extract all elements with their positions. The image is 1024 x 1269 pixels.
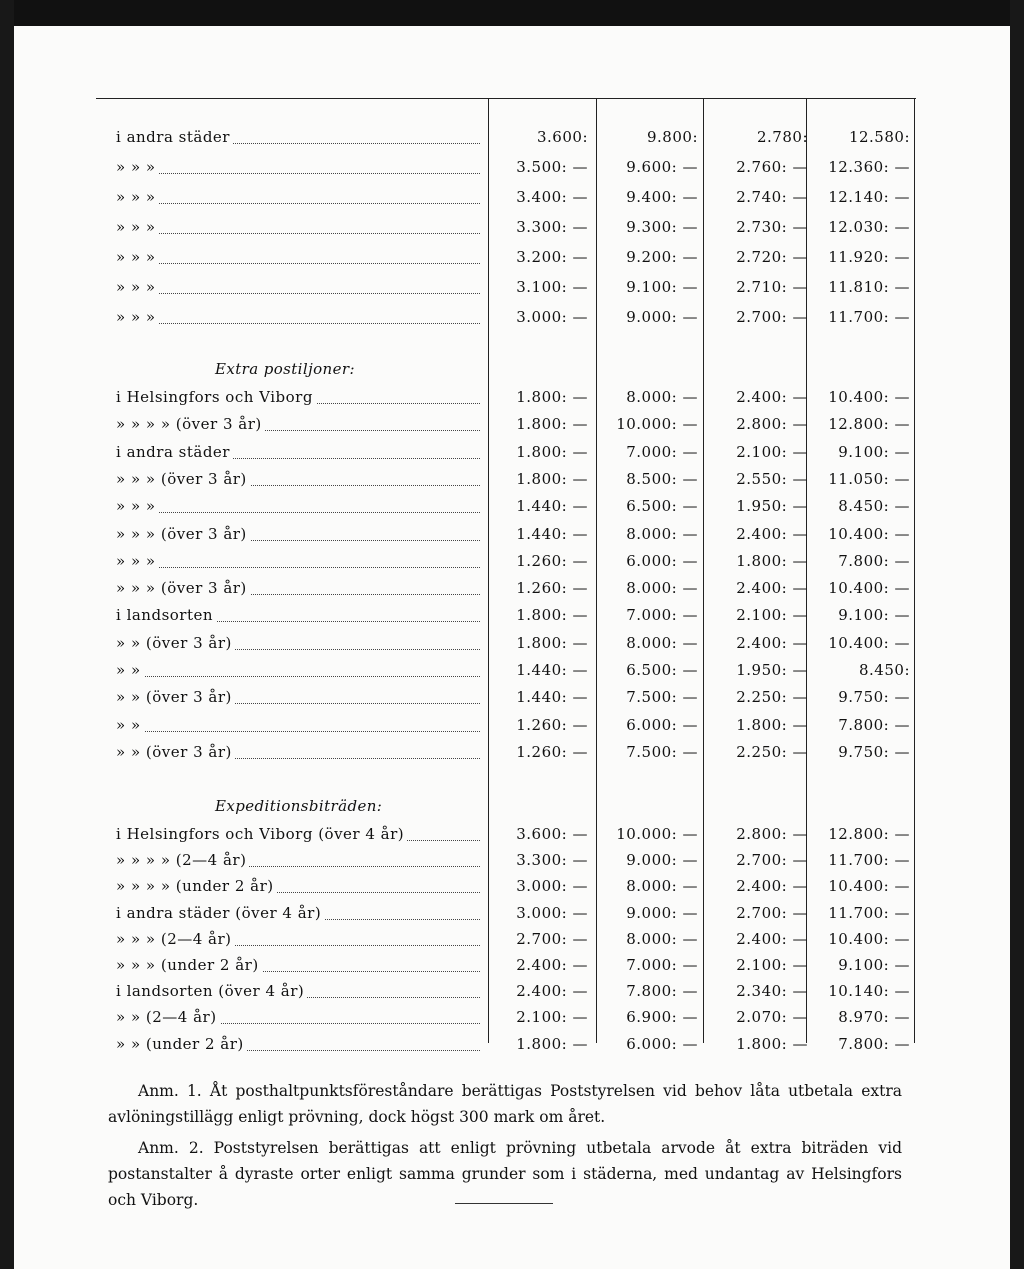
value-cell-col-3: 2.720: — <box>736 248 808 266</box>
value-cell-col-2: 6.500: — <box>626 497 698 516</box>
table-row <box>0 825 1024 851</box>
value-cell-col-3: 2.400: — <box>736 388 808 406</box>
value-cell-col-3: 2.250: — <box>736 688 808 707</box>
table-row <box>0 218 1024 244</box>
table-row <box>0 525 1024 551</box>
row-label: i andra städer <box>116 443 233 461</box>
value-cell-col-3: 2.700: — <box>736 851 808 870</box>
row-label: » » » (över 3 år) <box>116 579 250 597</box>
value-cell-col-4: 7.800: — <box>838 715 910 734</box>
row-label: i andra städer <box>116 128 233 146</box>
row-label: i landsorten (över 4 år) <box>116 982 307 1000</box>
table-row <box>0 688 1024 714</box>
value-cell-col-4: 11.700: — <box>828 903 910 922</box>
row-label-cell <box>116 688 480 710</box>
value-cell-col-1: 1.440: — <box>516 497 588 516</box>
row-label: » » » <box>116 497 159 515</box>
value-cell-col-2: 9.000: — <box>626 308 698 326</box>
row-label: » » » <box>116 308 159 326</box>
footnote-1: Anm. 1. Åt posthaltpunktsföreståndare berättigas Poststyrelsen vid behov låta utbetala extra avlöningstillägg enligt prövning, dock högst 300 mark om året. <box>108 1082 902 1126</box>
value-cell-col-3: 2.800: — <box>736 415 808 434</box>
value-cell-col-1: 3.400: — <box>516 188 588 206</box>
value-cell-col-4: 12.580: <box>848 128 910 146</box>
value-cell-col-3: 2.400: — <box>736 929 808 948</box>
row-label: » » » <box>116 188 159 206</box>
value-cell-col-4: 11.700: — <box>828 308 910 326</box>
table-row <box>0 956 1024 982</box>
value-cell-col-2: 7.800: — <box>626 982 698 1001</box>
value-cell-col-3: 2.400: — <box>736 579 808 598</box>
leader-dots <box>116 567 480 568</box>
value-cell-col-3: 2.340: — <box>736 982 808 1001</box>
value-cell-col-2: 6.000: — <box>626 1034 698 1053</box>
leader-dots <box>116 263 480 264</box>
leader-dots <box>116 512 480 513</box>
row-label: » » » (under 2 år) <box>116 956 262 974</box>
value-cell-col-3: 2.400: — <box>736 877 808 896</box>
row-label-cell <box>116 743 480 765</box>
value-cell-col-3: 2.100: — <box>736 956 808 974</box>
value-cell-col-2: 8.000: — <box>626 877 698 896</box>
value-cell-col-3: 2.740: — <box>736 188 808 206</box>
table-row <box>0 904 1024 930</box>
row-label-cell <box>116 825 480 847</box>
scan-border-top <box>0 0 1024 26</box>
row-label-cell <box>116 525 480 547</box>
value-cell-col-1: 2.100: — <box>516 1008 588 1027</box>
value-cell-col-3: 1.800: — <box>736 1034 808 1053</box>
value-cell-col-1: 3.000: — <box>516 877 588 896</box>
value-cell-col-1: 3.100: — <box>516 278 588 296</box>
value-cell-col-4: 11.920: — <box>828 248 910 266</box>
table-row <box>0 497 1024 523</box>
footnote-2: Anm. 2. Poststyrelsen berättigas att enligt prövning utbetala arvode åt extra biträden vid postanstalter å dyraste orter enligt samma grunder som i städerna, med undantag av Helsingfors och Viborg. <box>108 1139 902 1209</box>
value-cell-col-3: 1.950: — <box>736 497 808 516</box>
table-row <box>0 470 1024 496</box>
table-row <box>0 877 1024 903</box>
value-cell-col-1: 1.800: — <box>516 1034 588 1053</box>
value-cell-col-2: 6.000: — <box>626 551 698 570</box>
value-cell-col-3: 2.250: — <box>736 742 808 761</box>
table-row <box>0 606 1024 632</box>
table-row <box>0 443 1024 469</box>
value-cell-col-3: 2.700: — <box>736 903 808 922</box>
table-row <box>0 930 1024 956</box>
value-cell-col-2: 9.200: — <box>626 248 698 266</box>
value-cell-col-3: 2.100: — <box>736 442 808 461</box>
row-label: » » » » (under 2 år) <box>116 877 277 895</box>
value-cell-col-2: 9.000: — <box>626 903 698 922</box>
row-label-cell <box>116 248 480 270</box>
value-cell-col-4: 12.800: — <box>828 825 910 843</box>
leader-dots <box>116 676 480 677</box>
value-cell-col-3: 2.400: — <box>736 633 808 652</box>
value-cell-col-2: 7.000: — <box>626 956 698 974</box>
value-cell-col-1: 1.800: — <box>516 415 588 434</box>
table-row <box>0 661 1024 687</box>
value-cell-col-4: 8.450: — <box>838 497 910 516</box>
table-row <box>0 1035 1024 1061</box>
row-label: » » » » (över 3 år) <box>116 415 265 433</box>
row-label-cell <box>116 443 480 465</box>
value-cell-col-2: 6.900: — <box>626 1008 698 1027</box>
value-cell-col-2: 8.000: — <box>626 388 698 406</box>
leader-dots <box>116 203 480 204</box>
value-cell-col-1: 3.500: — <box>516 158 588 176</box>
value-cell-col-4: 11.810: — <box>828 278 910 296</box>
value-cell-col-2: 8.500: — <box>626 469 698 488</box>
value-cell-col-1: 1.440: — <box>516 688 588 707</box>
value-cell-col-1: 3.300: — <box>516 851 588 870</box>
value-cell-col-4: 12.140: — <box>828 188 910 206</box>
row-label-cell <box>116 904 480 926</box>
value-cell-col-3: 2.070: — <box>736 1008 808 1027</box>
row-label: i landsorten <box>116 606 216 624</box>
table-row <box>0 388 1024 414</box>
value-cell-col-3: 1.800: — <box>736 715 808 734</box>
leader-dots <box>116 233 480 234</box>
row-label-cell <box>116 497 480 519</box>
value-cell-col-4: 11.700: — <box>828 851 910 870</box>
value-cell-col-3: 2.730: — <box>736 218 808 236</box>
value-cell-col-2: 8.000: — <box>626 929 698 948</box>
row-label-cell <box>116 716 480 738</box>
table-row <box>0 248 1024 274</box>
row-label-cell <box>116 128 480 150</box>
value-cell-col-2: 8.000: — <box>626 579 698 598</box>
value-cell-col-3: 2.800: — <box>736 825 808 843</box>
value-cell-col-4: 12.030: — <box>828 218 910 236</box>
table-row <box>0 851 1024 877</box>
row-label-cell <box>116 1035 480 1057</box>
value-cell-col-2: 10.000: — <box>616 415 698 434</box>
table-row <box>0 1008 1024 1034</box>
value-cell-col-2: 7.500: — <box>626 688 698 707</box>
row-label-cell <box>116 278 480 300</box>
row-label: » » (över 3 år) <box>116 634 235 652</box>
row-label: » » (2—4 år) <box>116 1008 220 1026</box>
table-row <box>0 634 1024 660</box>
value-cell-col-3: 2.780: <box>757 128 808 146</box>
value-cell-col-1: 2.700: — <box>516 929 588 948</box>
row-label: i Helsingfors och Viborg (över 4 år) <box>116 825 407 843</box>
table-row <box>0 158 1024 184</box>
value-cell-col-1: 3.000: — <box>516 903 588 922</box>
row-label-cell <box>116 415 480 437</box>
leader-dots <box>116 173 480 174</box>
value-cell-col-2: 7.000: — <box>626 442 698 461</box>
row-label-cell <box>116 661 480 683</box>
row-label: i Helsingfors och Viborg <box>116 388 316 406</box>
section-heading-expeditionsbitraden: Expeditionsbiträden: <box>215 797 383 815</box>
leader-dots <box>116 323 480 324</box>
value-cell-col-4: 12.360: — <box>828 158 910 176</box>
value-cell-col-3: 2.100: — <box>736 606 808 625</box>
end-rule <box>455 1203 553 1204</box>
row-label-cell <box>116 158 480 180</box>
value-cell-col-1: 1.800: — <box>516 442 588 461</box>
row-label-cell <box>116 470 480 492</box>
table-top-rule <box>96 98 916 99</box>
value-cell-col-2: 9.600: — <box>626 158 698 176</box>
value-cell-col-1: 2.400: — <box>516 982 588 1001</box>
row-label-cell <box>116 1008 480 1030</box>
row-label: » » <box>116 716 144 734</box>
value-cell-col-4: 7.800: — <box>838 1034 910 1053</box>
row-label-cell <box>116 606 480 628</box>
row-label-cell <box>116 956 480 978</box>
row-label: » » <box>116 661 144 679</box>
value-cell-col-4: 9.100: — <box>838 442 910 461</box>
row-label: » » » (över 3 år) <box>116 525 250 543</box>
table-row <box>0 308 1024 334</box>
table-row <box>0 188 1024 214</box>
table-row <box>0 716 1024 742</box>
row-label: » » (över 3 år) <box>116 743 235 761</box>
value-cell-col-1: 1.260: — <box>516 579 588 598</box>
value-cell-col-4: 10.140: — <box>828 982 910 1001</box>
row-label: i andra städer (över 4 år) <box>116 904 324 922</box>
value-cell-col-1: 1.260: — <box>516 551 588 570</box>
value-cell-col-3: 2.700: — <box>736 308 808 326</box>
value-cell-col-3: 1.950: — <box>736 661 808 679</box>
value-cell-col-4: 10.400: — <box>828 929 910 948</box>
row-label-cell <box>116 579 480 601</box>
value-cell-col-1: 2.400: — <box>516 956 588 974</box>
table-row <box>0 552 1024 578</box>
value-cell-col-2: 7.000: — <box>626 606 698 625</box>
row-label: » » (under 2 år) <box>116 1035 247 1053</box>
value-cell-col-2: 9.000: — <box>626 851 698 870</box>
value-cell-col-4: 8.970: — <box>838 1008 910 1027</box>
row-label: » » » <box>116 278 159 296</box>
row-label-cell <box>116 930 480 952</box>
value-cell-col-2: 9.400: — <box>626 188 698 206</box>
leader-dots <box>116 731 480 732</box>
value-cell-col-3: 2.710: — <box>736 278 808 296</box>
value-cell-col-3: 2.760: — <box>736 158 808 176</box>
value-cell-col-1: 1.800: — <box>516 469 588 488</box>
row-label-cell <box>116 388 480 410</box>
value-cell-col-2: 10.000: — <box>616 825 698 843</box>
value-cell-col-1: 3.600: <box>537 128 588 146</box>
value-cell-col-4: 10.400: — <box>828 524 910 543</box>
value-cell-col-2: 8.000: — <box>626 524 698 543</box>
value-cell-col-1: 3.300: — <box>516 218 588 236</box>
value-cell-col-2: 6.000: — <box>626 715 698 734</box>
table-row <box>0 579 1024 605</box>
row-label-cell <box>116 188 480 210</box>
row-label-cell <box>116 308 480 330</box>
value-cell-col-4: 10.400: — <box>828 579 910 598</box>
footnotes <box>108 1078 902 1218</box>
value-cell-col-4: 9.750: — <box>838 742 910 761</box>
value-cell-col-4: 10.400: — <box>828 388 910 406</box>
value-cell-col-4: 12.800: — <box>828 415 910 434</box>
row-label: » » » <box>116 218 159 236</box>
value-cell-col-1: 1.800: — <box>516 633 588 652</box>
value-cell-col-2: 8.000: — <box>626 633 698 652</box>
value-cell-col-4: 7.800: — <box>838 551 910 570</box>
row-label: » » » <box>116 248 159 266</box>
table-row <box>0 743 1024 769</box>
row-label-cell <box>116 218 480 240</box>
value-cell-col-3: 2.400: — <box>736 524 808 543</box>
table-row <box>0 128 1024 154</box>
row-label: » » » (2—4 år) <box>116 930 235 948</box>
value-cell-col-2: 9.100: — <box>626 278 698 296</box>
value-cell-col-4: 9.750: — <box>838 688 910 707</box>
value-cell-col-4: 11.050: — <box>828 469 910 488</box>
value-cell-col-1: 3.000: — <box>516 308 588 326</box>
row-label-cell <box>116 552 480 574</box>
value-cell-col-4: 10.400: — <box>828 633 910 652</box>
value-cell-col-3: 2.550: — <box>736 469 808 488</box>
row-label-cell <box>116 877 480 899</box>
table-row <box>0 278 1024 304</box>
value-cell-col-3: 1.800: — <box>736 551 808 570</box>
row-label: » » » (över 3 år) <box>116 470 250 488</box>
row-label: » » » » (2—4 år) <box>116 851 249 869</box>
value-cell-col-1: 1.800: — <box>516 606 588 625</box>
value-cell-col-1: 3.600: — <box>516 825 588 843</box>
row-label: » » (över 3 år) <box>116 688 235 706</box>
row-label-cell <box>116 982 480 1004</box>
value-cell-col-2: 7.500: — <box>626 742 698 761</box>
leader-dots <box>116 293 480 294</box>
value-cell-col-4: 9.100: — <box>838 606 910 625</box>
row-label-cell <box>116 851 480 873</box>
value-cell-col-1: 1.440: — <box>516 524 588 543</box>
value-cell-col-1: 1.260: — <box>516 715 588 734</box>
value-cell-col-1: 1.260: — <box>516 742 588 761</box>
value-cell-col-4: 10.400: — <box>828 877 910 896</box>
row-label: » » » <box>116 552 159 570</box>
value-cell-col-2: 9.300: — <box>626 218 698 236</box>
table-row <box>0 415 1024 441</box>
row-label: » » » <box>116 158 159 176</box>
value-cell-col-2: 6.500: — <box>626 661 698 679</box>
value-cell-col-1: 1.800: — <box>516 388 588 406</box>
value-cell-col-1: 1.440: — <box>516 661 588 679</box>
value-cell-col-4: 9.100: — <box>838 956 910 974</box>
value-cell-col-4: 8.450: <box>859 661 910 679</box>
table-row <box>0 982 1024 1008</box>
row-label-cell <box>116 634 480 656</box>
value-cell-col-2: 9.800: <box>647 128 698 146</box>
section-heading-extra-postiljoner: Extra postiljoner: <box>215 360 355 378</box>
value-cell-col-1: 3.200: — <box>516 248 588 266</box>
